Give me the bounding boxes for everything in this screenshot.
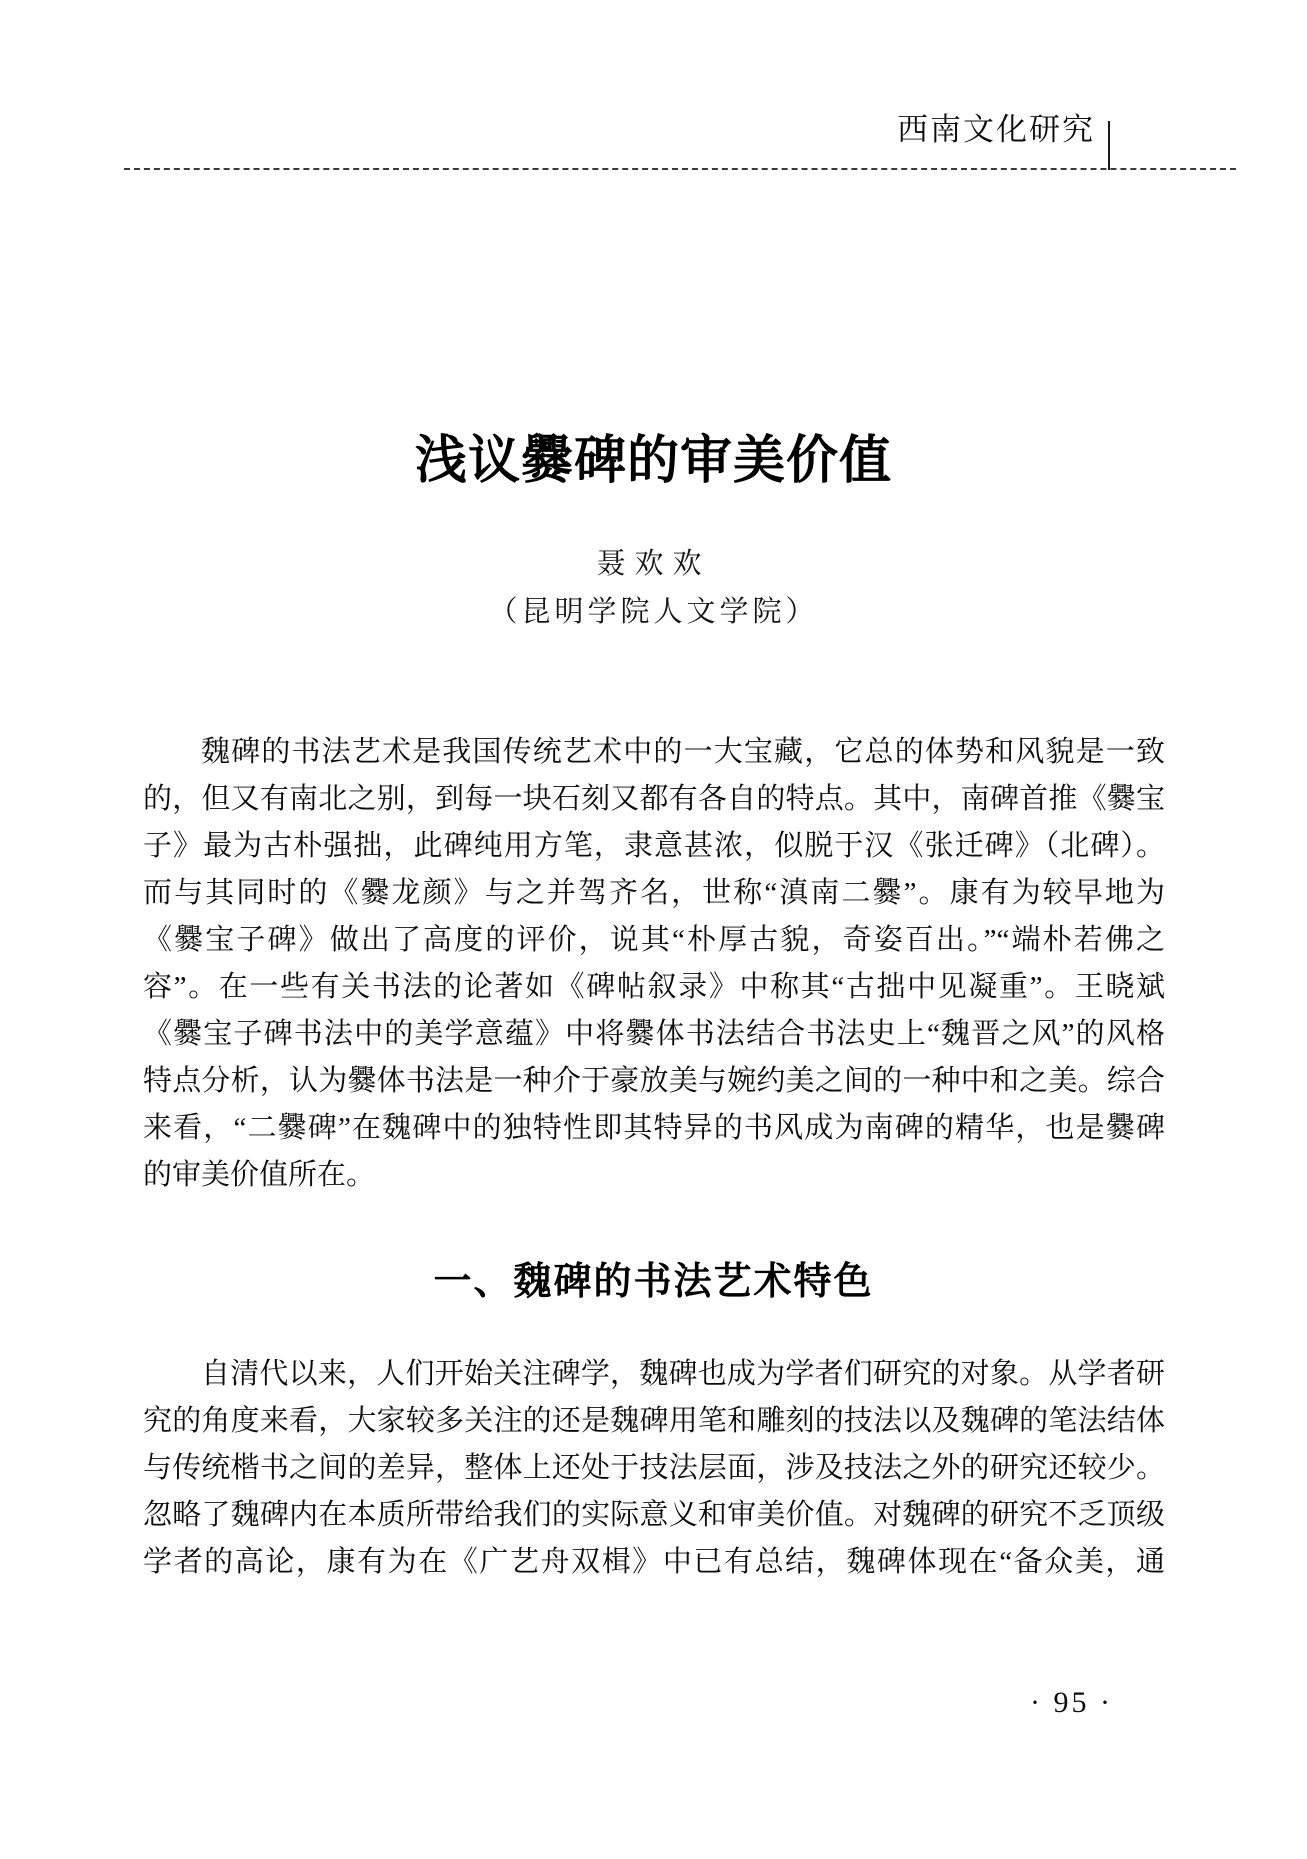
body-text-line: 容”。在一些有关书法的论著如《碑帖叙录》中称其“古拙中见凝重”。王晓斌 [143,971,1165,1003]
body-text-line: 自清代以来，人们开始关注碑学，魏碑也成为学者们研究的对象。从学者研 [201,1358,1165,1390]
article-author: 聂欢欢 [596,548,711,580]
article-title: 浅议爨碑的审美价值 [414,433,892,490]
body-text-line: 《爨宝子碑》做出了高度的评价，说其“朴厚古貌，奇姿百出。”“端朴若佛之 [143,924,1165,956]
journal-title: 西南文化研究 [897,112,1095,147]
intro-paragraph [143,729,1165,1199]
body-text-line: 与传统楷书之间的差异，整体上还处于技法层面，涉及技法之外的研究还较少。 [143,1452,1165,1484]
body-text-line: 而与其同时的《爨龙颜》与之并驾齐名，世称“滇南二爨”。康有为较早地为 [143,877,1165,909]
header-vertical-rule [1108,121,1110,170]
section-heading: 一、魏碑的书法艺术特色 [433,1261,874,1303]
body-text-line: 特点分析，认为爨体书法是一种介于豪放美与婉约美之间的一种中和之美。综合 [143,1065,1165,1097]
page-number: · 95 · [1030,1686,1113,1719]
body-text-line: 究的角度来看，大家较多关注的还是魏碑用笔和雕刻的技法以及魏碑的笔法结体 [143,1405,1165,1437]
section1-paragraph [143,1351,1165,1586]
body-text-line: 魏碑的书法艺术是我国传统艺术中的一大宝藏，它总的体势和风貌是一致 [201,736,1165,768]
body-text-line: 《爨宝子碑书法中的美学意蕴》中将爨体书法结合书法史上“魏晋之风”的风格 [143,1018,1165,1050]
body-text-line: 的，但又有南北之别，到每一块石刻又都有各自的特点。其中，南碑首推《爨宝 [143,783,1165,815]
article-affiliation: （昆明学院人文学院） [488,596,819,628]
body-text-line: 子》最为古朴强拙，此碑纯用方笔，隶意甚浓，似脱于汉《张迁碑》（北碑）。 [143,830,1165,862]
body-text-line: 的审美价值所在。 [143,1159,376,1191]
body-text-line: 来看，“二爨碑”在魏碑中的独特性即其特异的书风成为南碑的精华，也是爨碑 [143,1112,1165,1144]
header-dashed-divider [124,168,1236,170]
body-text-line: 学者的高论，康有为在《广艺舟双楫》中已有总结，魏碑体现在“备众美，通 [143,1546,1165,1578]
body-text-line: 忽略了魏碑内在本质所带给我们的实际意义和审美价值。对魏碑的研究不乏顶级 [143,1499,1165,1531]
